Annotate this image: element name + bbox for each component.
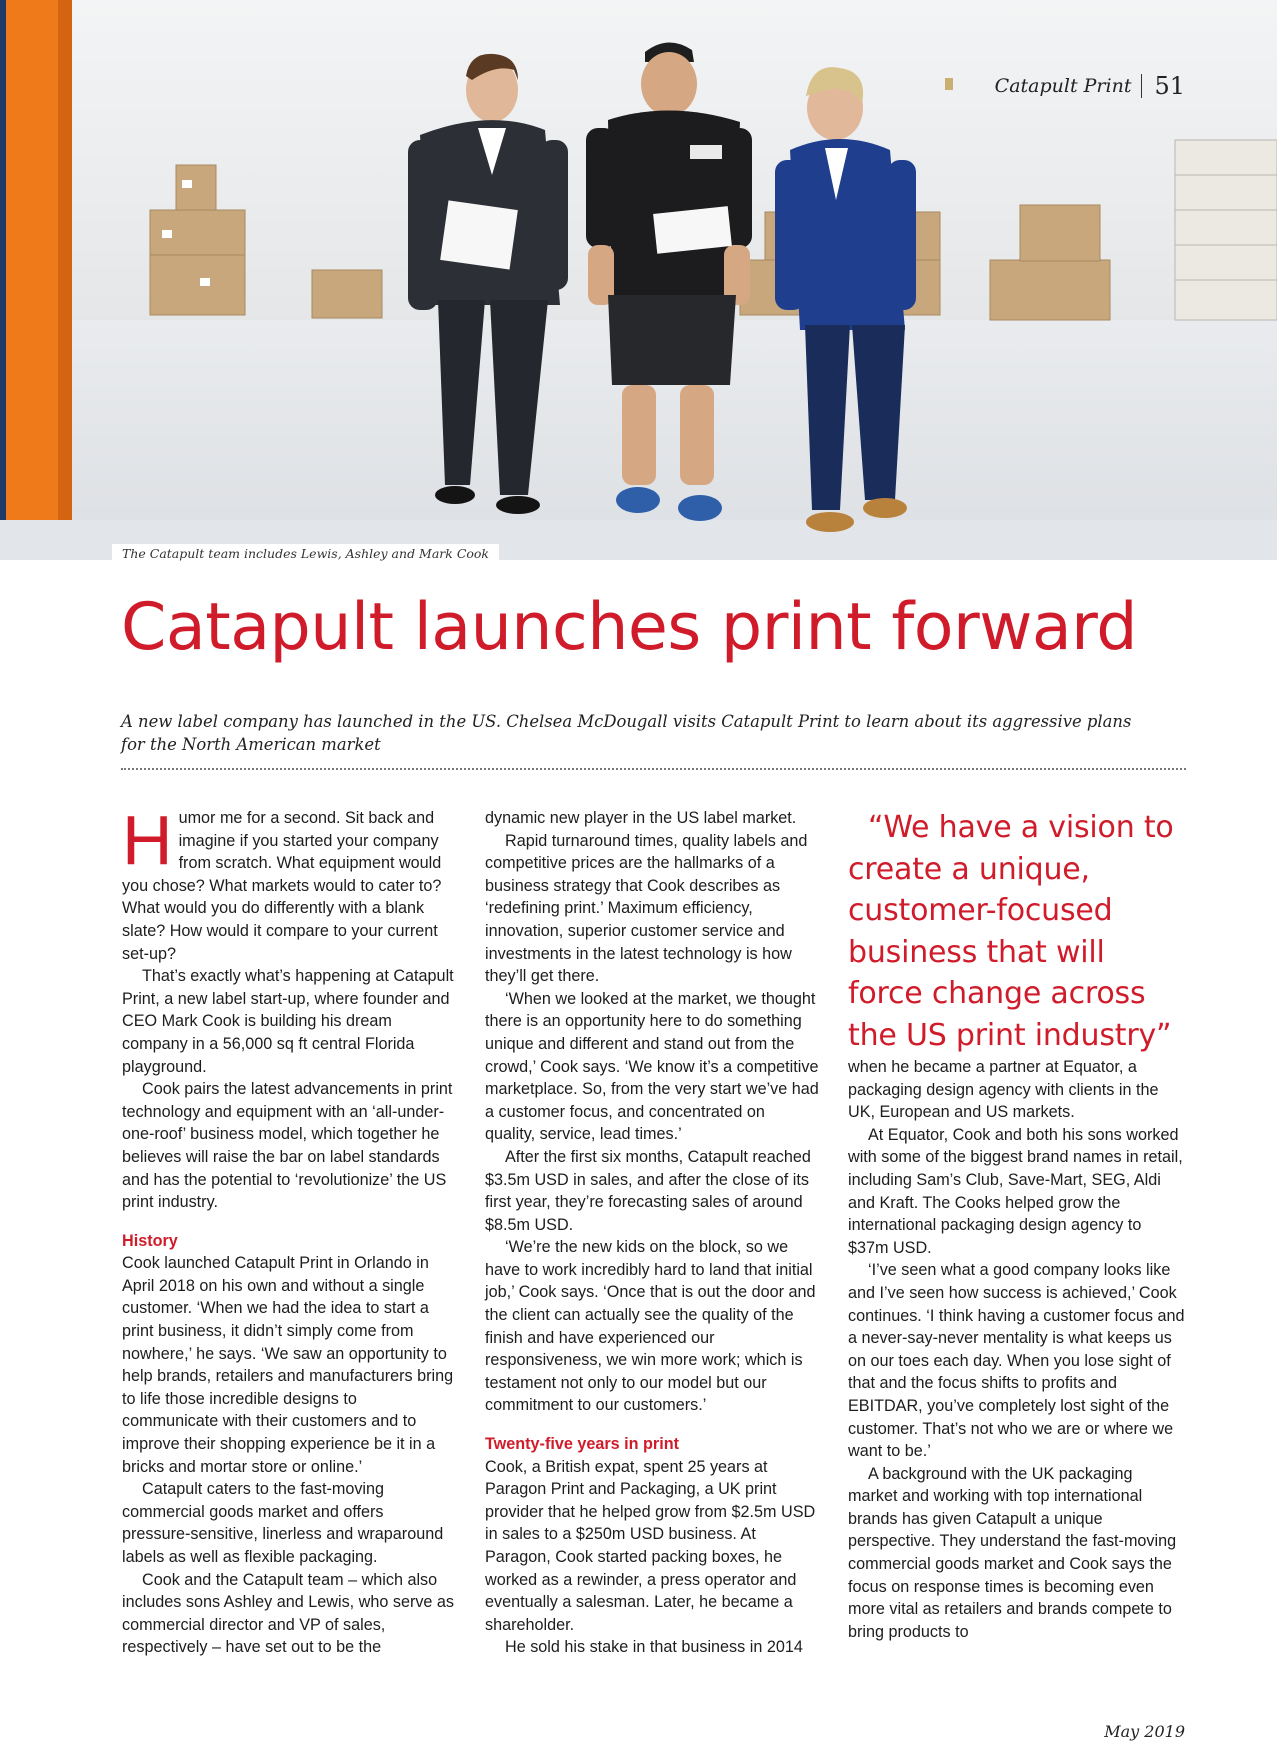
- body-paragraph: Cook, a British expat, spent 25 years at Paragon Print and Packaging, a UK print provider that he helped grow from $2.5m USD in sales to a $250m USD business. At Paragon, Cook started packing boxes, he worked as a rewinder, a press operator and eventually a salesman. Later, he became a shareholder.: [485, 1457, 816, 1634]
- body-paragraph: A background with the UK packaging market and working with top international brands has given Catapult a unique perspective. They understand the fast-moving commercial goods market and Cook says the focus on response times is becoming even more vital as retailers and brands compete to bring products to: [848, 1464, 1177, 1641]
- drop-cap: H: [122, 801, 173, 879]
- section-heading-history: History: [122, 1231, 178, 1250]
- publication-label: Catapult Print: [994, 75, 1132, 97]
- body-paragraph: At Equator, Cook and both his sons worked with some of the biggest brand names in retail, including Sam’s Club, Save-Mart, SEG, Aldi and Kraft. The Cooks helped grow the international packaging design agency to $37m USD.: [848, 1125, 1183, 1257]
- paragraph-text: umor me for a second. Sit back and imagine if you started your company from scratch. What equipment would you chose? What markets would to cater to? What would you do differently with a blank slate? How would it compare to your current set-up?: [122, 809, 442, 963]
- body-paragraph: [122, 801, 456, 965]
- body-paragraph: Rapid turnaround times, quality labels and competitive prices are the hallmarks of a business strategy that Cook describes as ‘redefining print.’ Maximum efficiency, innovation, superior customer service and investments in the latest technology is how they’ll get there.: [485, 831, 808, 986]
- pull-quote: “We have a vision to create a unique, customer-focused business that will force change across the US print industry”: [848, 810, 1174, 1053]
- body-paragraph: Cook launched Catapult Print in Orlando in April 2018 on his own and without a single customer. ‘When we had the idea to start a print business, it didn’t simply come from nowhere,’ he says. ‘We saw an opportunity to help brands, retailers and manufacturers bring to life those incredible designs to communicate with their customers and to improve their shopping experience be it in a bricks and mortar store or online.’: [122, 1254, 454, 1476]
- page-number: 51: [1141, 74, 1185, 98]
- section-heading-twenty-five-years: Twenty-five years in print: [485, 1435, 679, 1454]
- body-column-3: [848, 807, 1186, 1643]
- body-paragraph: dynamic new player in the US label market.: [485, 809, 797, 827]
- body-paragraph: Catapult caters to the fast-moving commercial goods market and offers pressure-sensitive, linerless and wraparound labels as well as flexible packaging.: [122, 1480, 444, 1566]
- dotted-divider: [121, 768, 1186, 770]
- body-column-2: [485, 807, 819, 1659]
- body-paragraph: He sold his stake in that business in 2014: [505, 1638, 803, 1657]
- body-paragraph: Cook and the Catapult team – which also includes sons Ashley and Lewis, who serve as commercial director and VP of sales, respectively – have set out to be the: [122, 1570, 455, 1657]
- standfirst: A new label company has launched in the US. Chelsea McDougall visits Catapult Print to learn about its aggressive plans for the North American market: [121, 712, 1132, 754]
- issue-date: May 2019: [1104, 1722, 1185, 1741]
- body-paragraph: After the first six months, Catapult reached $3.5m USD in sales, and after the close of its first year, they’re forecasting sales of around $8.5m USD.: [485, 1147, 811, 1234]
- body-column-1: [122, 801, 456, 1659]
- body-paragraph: ‘When we looked at the market, we thought there is an opportunity here to do something unique and different and stand out from the crowd,’ Cook says. ‘We know it’s a competitive marketplace. So, from the very start we’ve had a customer focus, and concentrated on quality, service, lead times.’: [485, 989, 819, 1144]
- headline: Catapult launches print forward: [121, 590, 1138, 665]
- body-paragraph: That’s exactly what’s happening at Catapult Print, a new label start-up, where founder and CEO Mark Cook is building his dream company in a 56,000 sq ft central Florida playground.: [122, 967, 454, 1076]
- body-paragraph: ‘We’re the new kids on the block, so we have to work incredibly hard to land that initial job,’ Cook says. ‘Once that is out the door and the client can actually see the quality of the finish and have experienced our responsiveness, we win more work; which is testament not only to our model but our commitment to our customers.’: [485, 1238, 816, 1415]
- photo-caption: The Catapult team includes Lewis, Ashley and Mark Cook: [112, 544, 499, 564]
- body-paragraph: ‘I’ve seen what a good company looks like and I’ve seen how success is achieved,’ Cook continues. ‘I think having a customer focus and a never-say-never mentality is what keeps us on our toes each day. When you lose sight of that and the focus shifts to profits and EBITDAR, you’ve completely lost sight of the customer. That’s not who we are or where we want to be.’: [848, 1261, 1185, 1461]
- body-paragraph: Cook pairs the latest advancements in print technology and equipment with an ‘all-under-one-roof’ business model, which together he believes will raise the bar on label standards and has the potential to ‘revolutionize’ the US print industry.: [122, 1080, 453, 1212]
- running-head: [995, 74, 1185, 98]
- body-paragraph: when he became a partner at Equator, a packaging design agency with clients in the UK, European and US markets.: [848, 1058, 1159, 1122]
